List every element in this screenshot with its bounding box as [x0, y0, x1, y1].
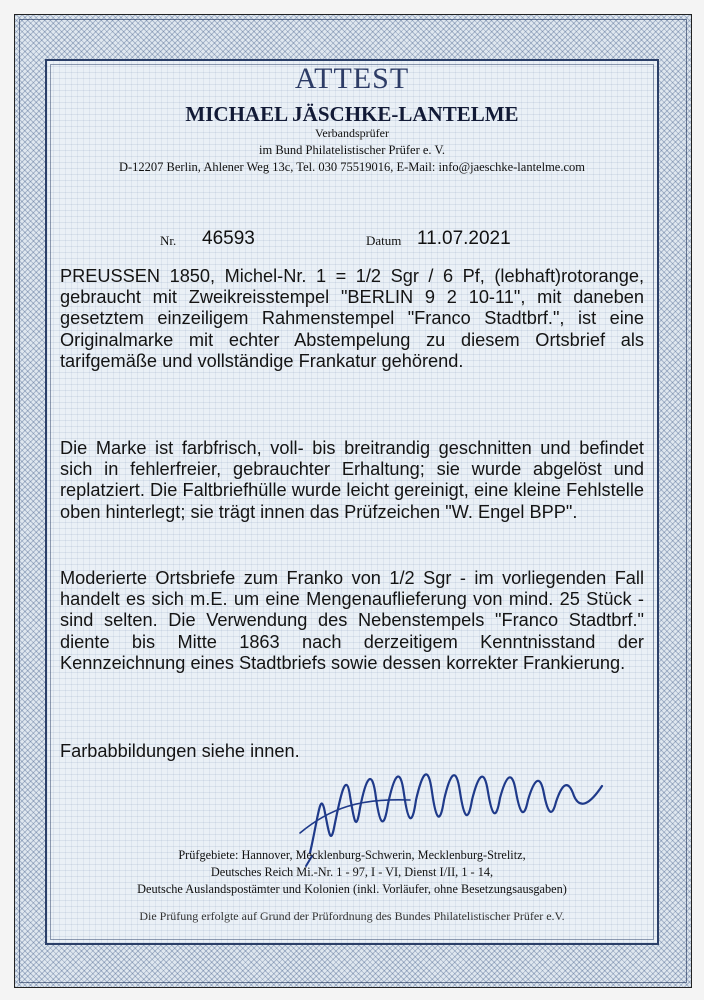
number-label: Nr. — [160, 233, 177, 248]
paragraph-description: PREUSSEN 1850, Michel-Nr. 1 = 1/2 Sgr / 6 Pf, (lebhaft)rotorange, gebraucht mit Zweikreisstempel "BERLIN 9 2 10-11", mit daneben gesetztem einzeiligem Rahmenstempel "Franco Stadtbrf.", ist eine Originalmarke mit echter Abstempelung zu diesem Ortsbrief als tarifgemäße und vollständige Frankatur gehörend. — [60, 266, 644, 371]
paragraph-notes: Moderierte Ortsbriefe zum Franko von 1/2 Sgr - im vorliegenden Fall handelt es sich m.E. um eine Mengenauflieferung von mind. 25 Stück - sind selten. Die Verwendung des Nebenstempels "Franco Stadtbrf." diente bis Mitte 1863 nach derzeitigem Kenntnisstand der Kennzeichnung eines Stadtbriefs sowie dessen korrekter Frankierung. — [60, 568, 644, 673]
issuer-association: im Bund Philatelistischer Prüfer e. V. — [259, 143, 445, 157]
paragraph-images-note: Farbabbildungen siehe innen. — [60, 741, 300, 761]
certificate-date: 11.07.2021 — [417, 228, 511, 249]
footer-regulation-note: Die Prüfung erfolgte auf Grund der Prüfordnung des Bundes Philatelistischer Prüfer e.V. — [139, 909, 565, 923]
issuer-name: MICHAEL JÄSCHKE-LANTELME — [185, 102, 519, 126]
footer-scope-line-1: Prüfgebiete: Hannover, Mecklenburg-Schwerin, Mecklenburg-Strelitz, — [178, 848, 526, 862]
issuer-address: D-12207 Berlin, Ahlener Weg 13c, Tel. 030 75519016, E-Mail: info@jaeschke-lantelme.com — [118, 160, 585, 174]
certificate-number: 46593 — [202, 228, 255, 249]
footer-scope-line-3: Deutsche Auslandspostämter und Kolonien (inkl. Vorläufer, ohne Besetzungsausgaben) — [137, 882, 567, 896]
certificate-title: ATTEST — [294, 62, 410, 95]
footer-scope-line-2: Deutsches Reich Mi.-Nr. 1 - 97, I - VI, Dienst I/II, 1 - 14, — [210, 865, 494, 879]
date-label: Datum — [366, 233, 402, 248]
paragraph-condition: Die Marke ist farbfrisch, voll- bis breitrandig geschnitten und befindet sich in fehlerfreier, gebrauchter Erhaltung; sie wurde abgelöst und replatziert. Die Faltbriefhülle wurde leicht gereinigt, eine kleine Fehlstelle oben hinterlegt; sie trägt innen das Prüfzeichen "W. Engel BPP". — [60, 438, 644, 522]
issuer-role: Verbandsprüfer — [315, 126, 389, 140]
